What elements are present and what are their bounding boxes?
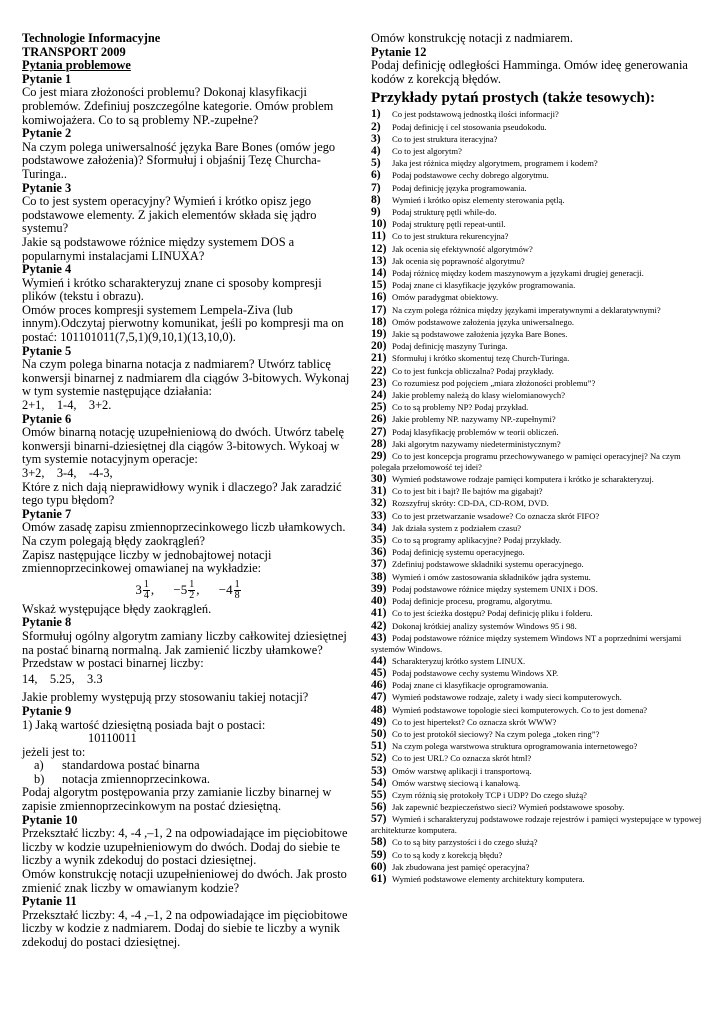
list-item-number: 9) [371, 205, 381, 218]
list-item [371, 169, 711, 181]
list-item-number: 30) [371, 472, 387, 486]
list-item [371, 861, 711, 873]
list-item [371, 849, 711, 861]
question-title: Pytanie 12 [371, 44, 427, 59]
list-item [371, 401, 711, 413]
list-item [371, 836, 711, 848]
list-item-text: standardowa postać binarna [62, 758, 200, 773]
list-item [371, 801, 711, 813]
list-item-number: 11) [371, 229, 386, 243]
list-item [371, 789, 711, 801]
list-item-number: 44) [371, 653, 387, 667]
list-item [371, 194, 711, 206]
list-item [371, 182, 711, 194]
list-item [371, 620, 711, 632]
list-item-number: 5) [371, 156, 381, 170]
numbers-list: 14, 5.25, 3.3 [22, 671, 103, 686]
list-item-number: 52) [371, 751, 387, 765]
list-item [371, 595, 711, 607]
list-item [371, 340, 711, 352]
list-item-number: 28) [371, 436, 387, 450]
question-text: 1) Jaką wartość dziesiętną posiada bajt o postaci: [22, 717, 266, 732]
list-item-text: Jak zbudowana jest pamięć operacyjna? [392, 861, 530, 872]
list-item [371, 218, 711, 230]
list-item-number: 37) [371, 557, 387, 571]
list-item [371, 389, 711, 401]
section-title: Pytania problemowe [22, 58, 131, 73]
list-item-number: 26) [371, 412, 387, 426]
list-item-text: Co to jest URL? Co oznacza skrót html? [392, 753, 532, 764]
question-text: Omów konstrukcję notacji z nadmiarem. [371, 31, 573, 45]
list-item [371, 655, 711, 667]
fraction-numerator: 1 [234, 578, 240, 590]
list-item-text: Jaka jest różnica między algorytmem, programem i kodem? [392, 158, 598, 169]
fraction-denominator: 2 [189, 589, 195, 601]
list-item-number: 18) [371, 314, 387, 328]
list-item-number: 6) [371, 168, 381, 182]
list-item-text: Wymień podstawowe topologie sieci komputerowych. Co to jest domena? [392, 704, 648, 715]
option-list [22, 759, 355, 786]
question-title: Pytanie 9 [22, 703, 72, 718]
byte-value: 10110011 [88, 731, 137, 746]
list-item-number: 4) [371, 143, 381, 157]
list-item-text: Wymień podstawowe rodzaje pamięci komputera i krótko je scharakteryzuj. [392, 474, 654, 485]
list-item-text: Jakie są podstawowe założenia języka Bare Bones. [392, 329, 568, 340]
question-text: Na czym polega binarna notacja z nadmiarem? Utwórz tablicę konwersji binarnej z nadmiarem dla ciągów 3-bitowych. Wykonaj w tym systemie następujące działania: [22, 357, 350, 399]
list-item [371, 230, 711, 242]
question-title: Pytanie 2 [22, 126, 72, 141]
list-item [371, 365, 711, 377]
list-item [371, 438, 711, 450]
question-text: Na czym polega uniwersalność języka Bare Bones (omów jego podstawowe założenia)? Sformułuj i objaśnij Tezę Churcha-Turinga.. [22, 139, 336, 181]
list-item-number: 21) [371, 351, 387, 365]
list-item [371, 316, 711, 328]
list-item-text: Podaj definicję systemu operacyjnego. [392, 547, 525, 558]
list-item-text: Wymień podstawowe rodzaje, zalety i wady sieci komputerowych. [392, 692, 622, 703]
list-item-text: Co to jest protokół sieciowy? Na czym polega „token ring”? [392, 728, 600, 739]
list-item [371, 243, 711, 255]
list-item-text: Omów warstwę sieciową i kanałową. [392, 777, 521, 788]
list-item [371, 485, 711, 497]
list-item [371, 558, 711, 570]
question-text: Wskaż występujące błędy zaokrągleń. [22, 601, 212, 616]
list-item [22, 773, 355, 787]
list-item [371, 607, 711, 619]
list-item-number: 1) [371, 107, 381, 121]
list-item-number: 22) [371, 363, 387, 377]
list-item-number: 19) [371, 327, 387, 341]
question-text: Omów proces kompresji systemem Lempela-Ziva (lub innym).Odczytaj pierwotny komunikat, jeśli po kompresji ma on postać: 101101011(7,5,1)(9,10,1)(13,10,0). [22, 302, 344, 345]
list-item-number: 41) [371, 606, 387, 620]
list-item [371, 691, 711, 703]
question-text: Jakie są podstawowe różnice między systemem DOS a popularnymi instalacjami LINUXA? [22, 234, 295, 263]
list-item [371, 583, 711, 595]
list-item-number: 53) [371, 763, 387, 777]
list-item-number: 38) [371, 569, 387, 583]
list-item [371, 497, 711, 509]
mixed-number [219, 580, 242, 601]
list-item [371, 291, 711, 303]
simple-questions-list [371, 108, 711, 885]
mixed-number [135, 580, 154, 601]
list-item-text: Sformułuj i krótko skomentuj tezę Church-Turinga. [392, 353, 570, 364]
list-item-text: Podaj strukturę pętli repeat-until. [392, 219, 506, 230]
list-item [371, 777, 711, 789]
list-item-number: 54) [371, 775, 387, 789]
list-item [371, 121, 711, 133]
list-item-text: Podaj znane ci klasyfikacje języków programowania. [392, 280, 576, 291]
list-item [371, 255, 711, 267]
list-item [371, 157, 711, 169]
list-item-number: 8) [371, 192, 381, 206]
list-item-text: Podaj definicję maszyny Turinga. [392, 341, 508, 352]
list-item [371, 632, 711, 655]
fraction [234, 580, 241, 601]
list-item-number: 14) [371, 266, 387, 280]
list-item-number: 32) [371, 496, 387, 510]
list-item-number: 59) [371, 847, 387, 861]
list-item-text: Co to są programy aplikacyjne? Podaj przykłady. [392, 535, 562, 546]
list-item-text: Co to jest algorytm? [392, 145, 462, 156]
list-item [371, 352, 711, 364]
list-item-text: Co to jest struktura rekurencyjna? [392, 231, 509, 242]
list-item-number: 36) [371, 545, 387, 559]
list-item-number: 57) [371, 812, 387, 826]
question-text: Sformułuj ogólny algorytm zamiany liczby całkowitej dziesiętnej na postać binarną normalną. Jak zamienić liczby ułamkowe? Przedstaw w postaci binarnej liczby: [22, 628, 347, 671]
list-item-text: Jak działa system z podziałem czasu? [392, 522, 522, 533]
fraction-numerator: 1 [143, 578, 149, 590]
list-item-number: 46) [371, 678, 387, 692]
list-item [371, 450, 711, 473]
list-item-text: Na czym polega warstwowa struktura oprogramowania internetowego? [392, 741, 638, 752]
list-item-number: 60) [371, 859, 387, 873]
list-item-number: 29) [371, 449, 387, 463]
question-text: Co jest miara złożoności problemu? Dokonaj klasyfikacji problemów. Zdefiniuj poszczególne kategorie. Omów problem komiwojażera. Co to są problemy NP.-zupełne? [22, 85, 334, 127]
list-item-number: 17) [371, 302, 387, 316]
question-title: Pytanie 11 [22, 894, 77, 909]
list-item-number: 42) [371, 618, 387, 632]
list-item-number: 45) [371, 665, 387, 679]
question-text: Zapisz następujące liczby w jednobajtowej notacji zmiennoprzecinkowej omawianej na wykładzie: [22, 547, 272, 576]
list-item-number: 50) [371, 726, 387, 740]
list-item [371, 473, 711, 485]
mixed-whole: 3 [135, 582, 142, 598]
list-item-number: 51) [371, 739, 387, 753]
list-item [371, 426, 711, 438]
list-item-text: Wymień i omów zastosowania składników jądra systemu. [392, 571, 591, 582]
list-item [371, 108, 711, 120]
list-item [371, 765, 711, 777]
list-item-text: Podaj podstawowe różnice między systemem UNIX i DOS. [392, 583, 598, 594]
question-text: Przekształć liczby: 4, -4 ,–1, 2 na odpowiadające im pięciobitowe liczby w kodzie uzupełnieniowym do dwóch. Dodaj do siebie te liczby a wynik zdekoduj do postaci dziesiętnej. [22, 826, 348, 868]
fraction-denominator: 4 [143, 589, 149, 601]
list-item-number: 20) [371, 339, 387, 353]
list-item-number: 25) [371, 400, 387, 414]
course-title: Technologie Informacyjne [22, 31, 161, 45]
list-item-text: Jakie problemy NP. nazywamy NP.-zupełnymi? [392, 414, 556, 425]
list-item-text: Dokonaj krótkiej analizy systemów Windows 95 i 98. [392, 620, 577, 631]
list-item [371, 728, 711, 740]
list-item-text: Podaj podstawowe cechy dobrego algorytmu. [392, 170, 549, 181]
list-item-text: notacja zmiennoprzecinkowa. [62, 771, 210, 786]
list-item-number: 24) [371, 388, 387, 402]
list-item-number: 55) [371, 787, 387, 801]
list-item [371, 279, 711, 291]
list-item-text: Jakie problemy należą do klasy wielomianowych? [392, 390, 566, 401]
question-text: Przekształć liczby: 4, -4 ,–1, 2 na odpowiadające im pięciobitowe liczby w kodzie z nadmiarem. Dodaj do siebie te liczby a wynik zdekoduj do postaci dziesiętnej. [22, 907, 348, 949]
list-item-number: 13) [371, 253, 387, 267]
list-item-text: Co to jest struktura iteracyjna? [392, 133, 498, 144]
list-item [371, 740, 711, 752]
question-title: Pytanie 1 [22, 71, 72, 86]
question-text: Które z nich dają nieprawidłowy wynik i dlaczego? Jak zaradzić tego typu błędom? [22, 479, 342, 508]
list-item-number: 27) [371, 424, 387, 438]
list-item-text: Wymień podstawowe elementy architektury komputera. [392, 873, 585, 884]
question-text: Omów zasadę zapisu zmiennoprzecinkowego liczb ułamkowych. Na czym polegają błędy zaokrągleń? [22, 520, 346, 548]
list-item-text: Jak zapewnić bezpieczeństwo sieci? Wymień podstawowe sposoby. [392, 802, 625, 813]
list-item-text: Podaj klasyfikację problemów w teorii obliczeń. [392, 426, 559, 437]
list-item-text: Na czym polega różnica między językami imperatywnymi a deklaratywnymi? [392, 304, 661, 315]
list-item [371, 145, 711, 157]
list-item-number: 61) [371, 871, 387, 885]
list-item-text: Rozszyfruj skróty: CD-DA, CD-ROM, DVD. [392, 498, 549, 509]
fraction-numerator: 1 [189, 578, 195, 590]
list-item-text: Wymień i krótko opisz elementy sterowania pętlą. [392, 194, 565, 205]
list-item-text: Podaj różnicę między kodem maszynowym a językami drugiej generacji. [392, 268, 644, 279]
list-item-number: 43) [371, 630, 387, 644]
list-item-number: 23) [371, 375, 387, 389]
course-subtitle: TRANSPORT 2009 [22, 44, 126, 59]
list-item-number: 12) [371, 241, 387, 255]
list-item-number: 7) [371, 180, 381, 194]
list-item-text: Podaj definicję języka programowania. [392, 182, 527, 193]
list-item [371, 546, 711, 558]
list-item [371, 206, 711, 218]
list-item-number: 3) [371, 131, 381, 145]
list-item-number: 47) [371, 690, 387, 704]
list-item [371, 534, 711, 546]
list-item-text: Jak ocenia się poprawność algorytmu? [392, 255, 525, 266]
list-item [371, 813, 711, 836]
question-title: Pytanie 10 [22, 812, 78, 827]
list-item-number: 49) [371, 714, 387, 728]
list-item-text: Scharakteryzuj krótko system LINUX. [392, 655, 526, 666]
list-item-text: Co jest podstawową jednostką ilości informacji? [392, 109, 559, 120]
simple-questions-heading: Przykłady pytań prostych (także tesowych): [371, 89, 656, 107]
list-item-number: 58) [371, 835, 387, 849]
fractions-row [22, 580, 355, 601]
question-title: Pytanie 3 [22, 180, 72, 195]
right-column [371, 32, 711, 885]
list-item-text: Podaj podstawowe cechy systemu Windows XP. [392, 667, 559, 678]
list-item-text: Omów podstawowe założenia języka uniwersalnego. [392, 316, 575, 327]
list-item [371, 522, 711, 534]
list-item [371, 667, 711, 679]
list-item-text: Co to jest koncepcja programu przechowywanego w pamięci operacyjnej? Na czym polegała przełomowość tej idei? [371, 451, 681, 473]
list-item [371, 510, 711, 522]
list-item-text: Co to jest przetwarzanie wsadowe? Co oznacza skrót FIFO? [392, 510, 600, 521]
question-text: Co to jest system operacyjny? Wymień i krótko opisz jego podstawowe elementy. Z jakich elementów składa się jądro systemu? [22, 194, 317, 236]
list-item-text: Co to jest bit i bajt? Ile bajtów ma gigabajt? [392, 486, 543, 497]
list-item-number: 33) [371, 508, 387, 522]
list-item-text: Czym różnią się protokoły TCP i UDP? Do czego służą? [392, 789, 587, 800]
list-item-text: Podaj definicje procesu, programu, algorytmu. [392, 596, 553, 607]
fraction [188, 580, 195, 601]
list-item [371, 377, 711, 389]
mixed-whole: −4 [218, 582, 233, 598]
question-text: jeżeli jest to: [22, 744, 86, 759]
mixed-whole: −5 [173, 582, 188, 598]
question-text: Wymień i krótko scharakteryzuj znane ci sposoby kompresji plików (tekstu i obrazu). [22, 275, 322, 304]
list-item-number: 31) [371, 484, 387, 498]
question-text: Omów binarną notację uzupełnieniową do dwóch. Utwórz tabelę konwersji binarni-dziesiętnej dla ciągów 3-bitowych. Wykoaj w tym systemie notacyjnym operacje: [22, 425, 345, 467]
left-column [22, 32, 355, 950]
list-item-text: Jaki algorytm nazywamy niedeterministycznym? [392, 438, 561, 449]
list-item-number: 10) [371, 217, 387, 231]
question-title: Pytanie 5 [22, 343, 72, 358]
list-item-text: Podaj definicję i cel stosowania pseudokodu. [392, 121, 547, 132]
question-title: Pytanie 8 [22, 615, 72, 630]
list-item [371, 133, 711, 145]
list-item-number: 15) [371, 278, 387, 292]
list-item-number: 35) [371, 533, 387, 547]
list-item-text: Co rozumiesz pod pojęciem „miara złożoności problemu”? [392, 377, 596, 388]
list-item-text: Co to są bity parzystości i do czego służą? [392, 837, 538, 848]
list-item-text: Co to jest ścieżka dostępu? Podaj definicję pliku i folderu. [392, 608, 593, 619]
question-title: Pytanie 6 [22, 411, 72, 426]
list-item-number: 40) [371, 594, 387, 608]
mixed-number [173, 580, 199, 601]
list-item-text: Co to jest funkcja obliczalna? Podaj przykłady. [392, 365, 554, 376]
list-item-text: Jak ocenia się efektywność algorytmów? [392, 243, 533, 254]
list-item [22, 759, 355, 773]
question-text: Podaj definicję odległości Hamminga. Omów ideę generowania kodów z korekcją błędów. [371, 58, 688, 86]
fraction [143, 580, 150, 601]
list-item [371, 304, 711, 316]
list-item-text: Podaj strukturę pętli while-do. [392, 207, 497, 217]
list-item [371, 873, 711, 885]
list-item-text: Omów paradygmat obiektowy. [392, 292, 499, 303]
list-item-text: Wymień i scharakteryzuj podstawowe rodzaje rejestrów i pamięci wystepujące w typowej architekturze komputera. [371, 814, 702, 836]
list-item-text: Co to są problemy NP? Podaj przykład. [392, 402, 529, 413]
list-item [371, 328, 711, 340]
separator: , [150, 582, 155, 598]
list-marker: a) [34, 758, 44, 773]
list-item-number: 56) [371, 800, 387, 814]
operations-list: 3+2, 3-4, -4-3, [22, 466, 113, 480]
question-text: Podaj algorytm postępowania przy zamianie liczby binarnej w zapisie zmiennoprzecinkowym na postać dziesiętną. [22, 785, 332, 814]
question-title: Pytanie 7 [22, 506, 72, 521]
list-item [371, 267, 711, 279]
list-marker: b) [34, 771, 45, 786]
list-item-text: Zdefiniuj podstawowe składniki systemu operacyjnego. [392, 559, 584, 570]
list-item-text: Omów warstwę aplikacji i transportową. [392, 765, 532, 776]
question-text: Omów konstrukcję notacji uzupełnieniowej do dwóch. Jak prosto zmienić znak liczby w omawianym kodzie? [22, 867, 347, 895]
list-item-number: 39) [371, 581, 387, 595]
list-item [371, 413, 711, 425]
list-item [371, 704, 711, 716]
list-item-text: Co to jest hipertekst? Co oznacza skrót WWW? [392, 716, 557, 727]
list-item [371, 571, 711, 583]
list-item-text: Co to są kody z korekcją błędu? [392, 849, 503, 860]
list-item [371, 752, 711, 764]
list-item [371, 716, 711, 728]
list-item-text: Podaj znane ci klasyfikacje oprogramowania. [392, 680, 549, 691]
fraction-denominator: 8 [234, 589, 240, 601]
list-item-number: 34) [371, 520, 387, 534]
operations-list: 2+1, 1-4, 3+2. [22, 398, 112, 413]
list-item-number: 2) [371, 119, 381, 133]
question-title: Pytanie 4 [22, 262, 72, 277]
list-item-number: 48) [371, 702, 387, 716]
separator: , [196, 582, 200, 598]
question-text: Jakie problemy występują przy stosowaniu takiej notacji? [22, 690, 309, 705]
list-item-text: Podaj podstawowe różnice między systemem Windows NT a poprzednimi wersjami systemów Windows. [371, 632, 682, 654]
list-item-number: 16) [371, 290, 387, 304]
list-item [371, 679, 711, 691]
